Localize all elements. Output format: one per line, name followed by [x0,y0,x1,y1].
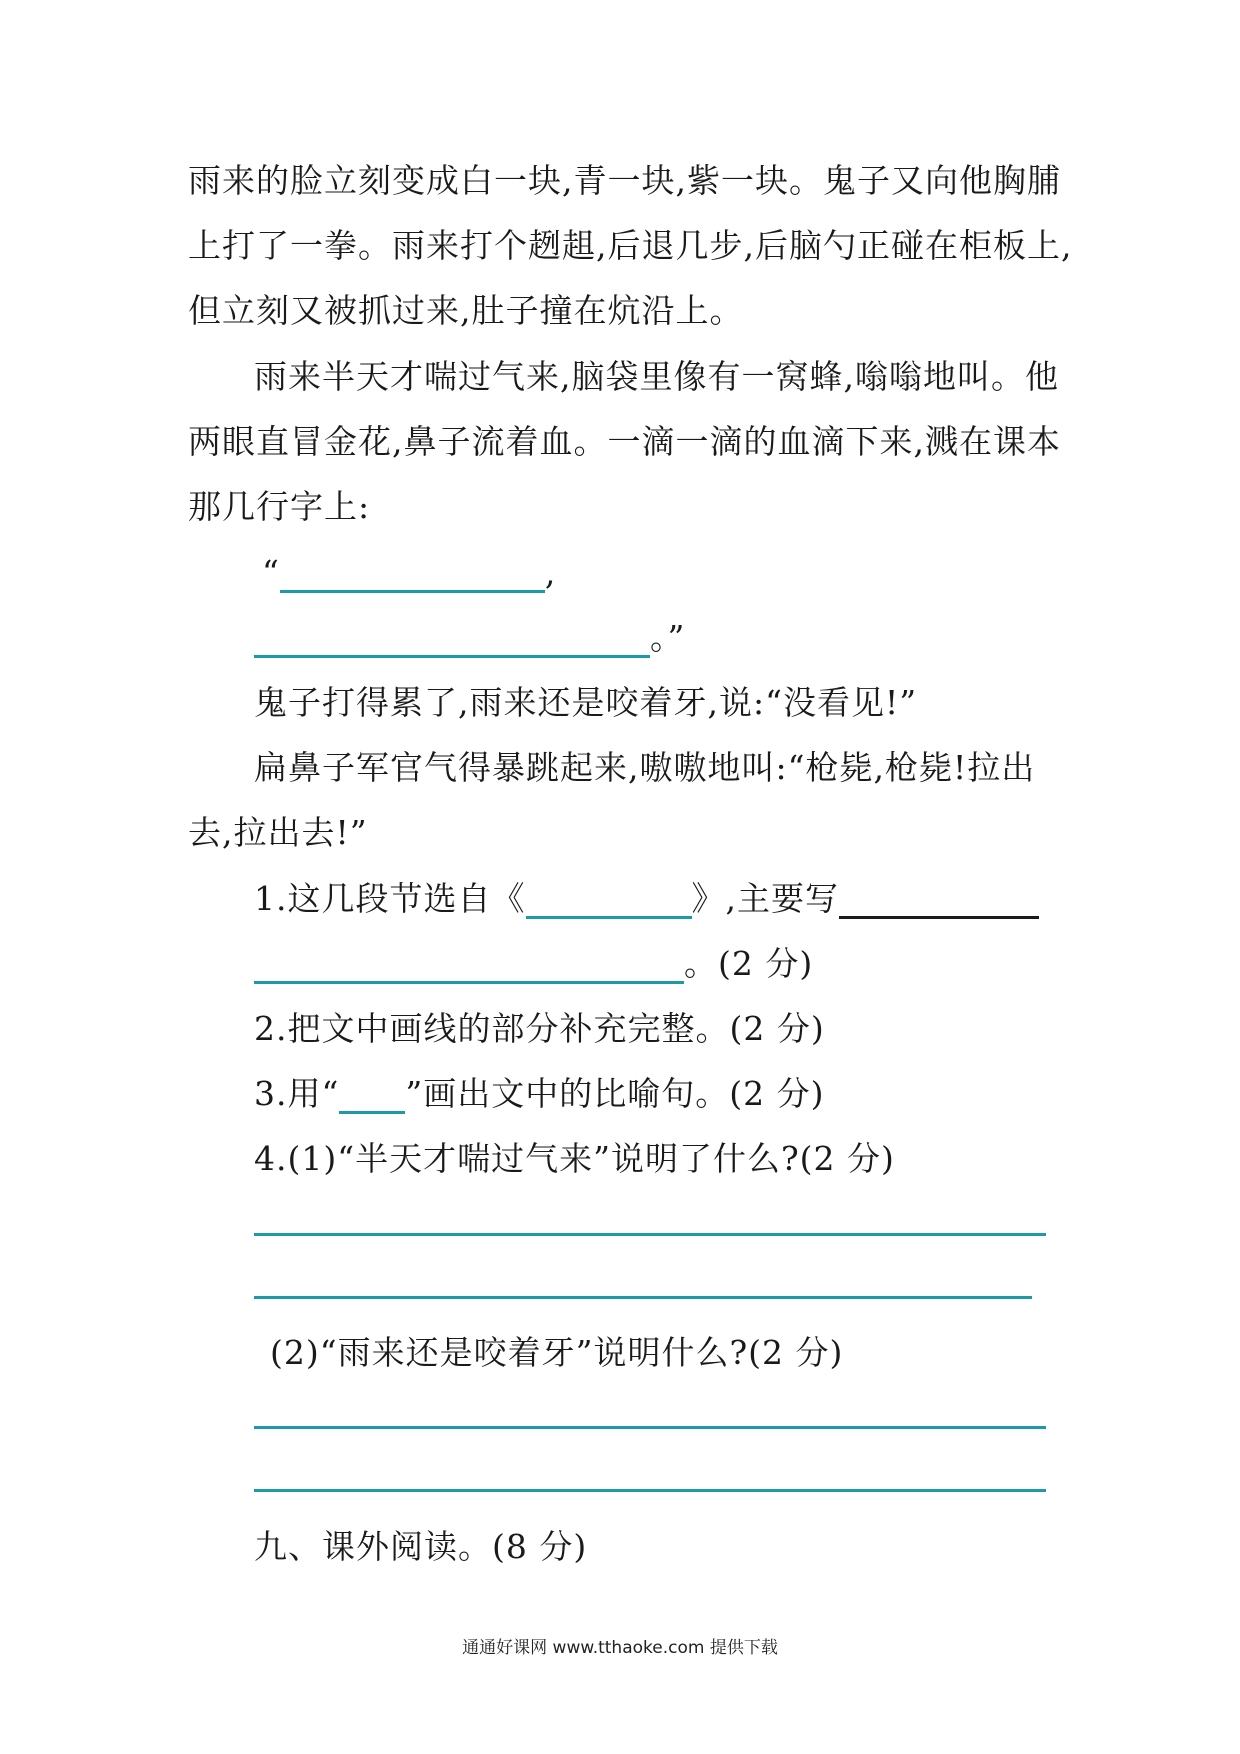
question-4-2: (2)“雨来还是咬着牙”说明什么?(2 分) [270,1333,844,1372]
close-quote-mark: 。” [650,618,686,657]
main-content-blank-1[interactable] [839,886,1039,919]
answer-line-4-1-b[interactable] [254,1296,1032,1299]
quote-fill-line-2 [254,618,685,658]
passage-line: 去,拉出去!” [188,813,368,852]
answer-line-4-2-b[interactable] [254,1489,1046,1492]
passage-line: 两眼直冒金花,鼻子流着血。一滴一滴的血滴下来,溅在课本 [188,422,1061,461]
passage-line: 那几行字上: [188,487,371,526]
main-content-blank-2[interactable] [254,951,684,984]
quote-fill-line-1 [262,553,556,593]
question-1-continued [254,944,813,984]
passage-line: 雨来的脸立刻变成白一块,青一块,紫一块。鬼子又向他胸脯 [188,161,1061,200]
page-footer: 通通好课网 www.tthaoke.com 提供下载 [462,1638,778,1658]
passage-line: 扁鼻子军官气得暴跳起来,嗷嗷地叫:“枪毙,枪毙!拉出 [254,748,1036,787]
question-1 [254,879,1039,919]
question-1-score: 。(2 分) [684,944,814,983]
question-3 [254,1074,824,1114]
answer-line-4-1-a[interactable] [254,1233,1046,1236]
question-3-suffix: ”画出文中的比喻句。(2 分) [405,1074,825,1113]
section-heading: 九、课外阅读。(8 分) [254,1527,588,1566]
passage-line: 鬼子打得累了,雨来还是咬着牙,说:“没看见!” [254,683,918,722]
quote-comma: , [544,553,557,592]
open-quote-mark: “ [262,553,280,592]
quote-answer-blank-1[interactable] [280,560,545,593]
quote-answer-blank-2[interactable] [254,625,650,658]
passage-line: 上打了一拳。雨来打个趔趄,后退几步,后脑勺正碰在柜板上, [188,226,1073,265]
passage-line: 但立刻又被抓过来,肚子撞在炕沿上。 [188,291,744,330]
question-2: 2.把文中画线的部分补充完整。(2 分) [254,1009,825,1048]
underline-sample [339,1081,405,1114]
passage-line: 雨来半天才喘过气来,脑袋里像有一窝蜂,嗡嗡地叫。他 [254,357,1059,396]
question-3-prefix: 3.用“ [254,1074,340,1113]
question-1-middle: 》,主要写 [691,879,839,918]
source-title-blank[interactable] [526,886,692,919]
question-4-1: 4.(1)“半天才喘过气来”说明了什么?(2 分) [254,1139,895,1178]
answer-line-4-2-a[interactable] [254,1426,1046,1429]
question-1-prefix: 1.这几段节选自《 [254,879,526,918]
